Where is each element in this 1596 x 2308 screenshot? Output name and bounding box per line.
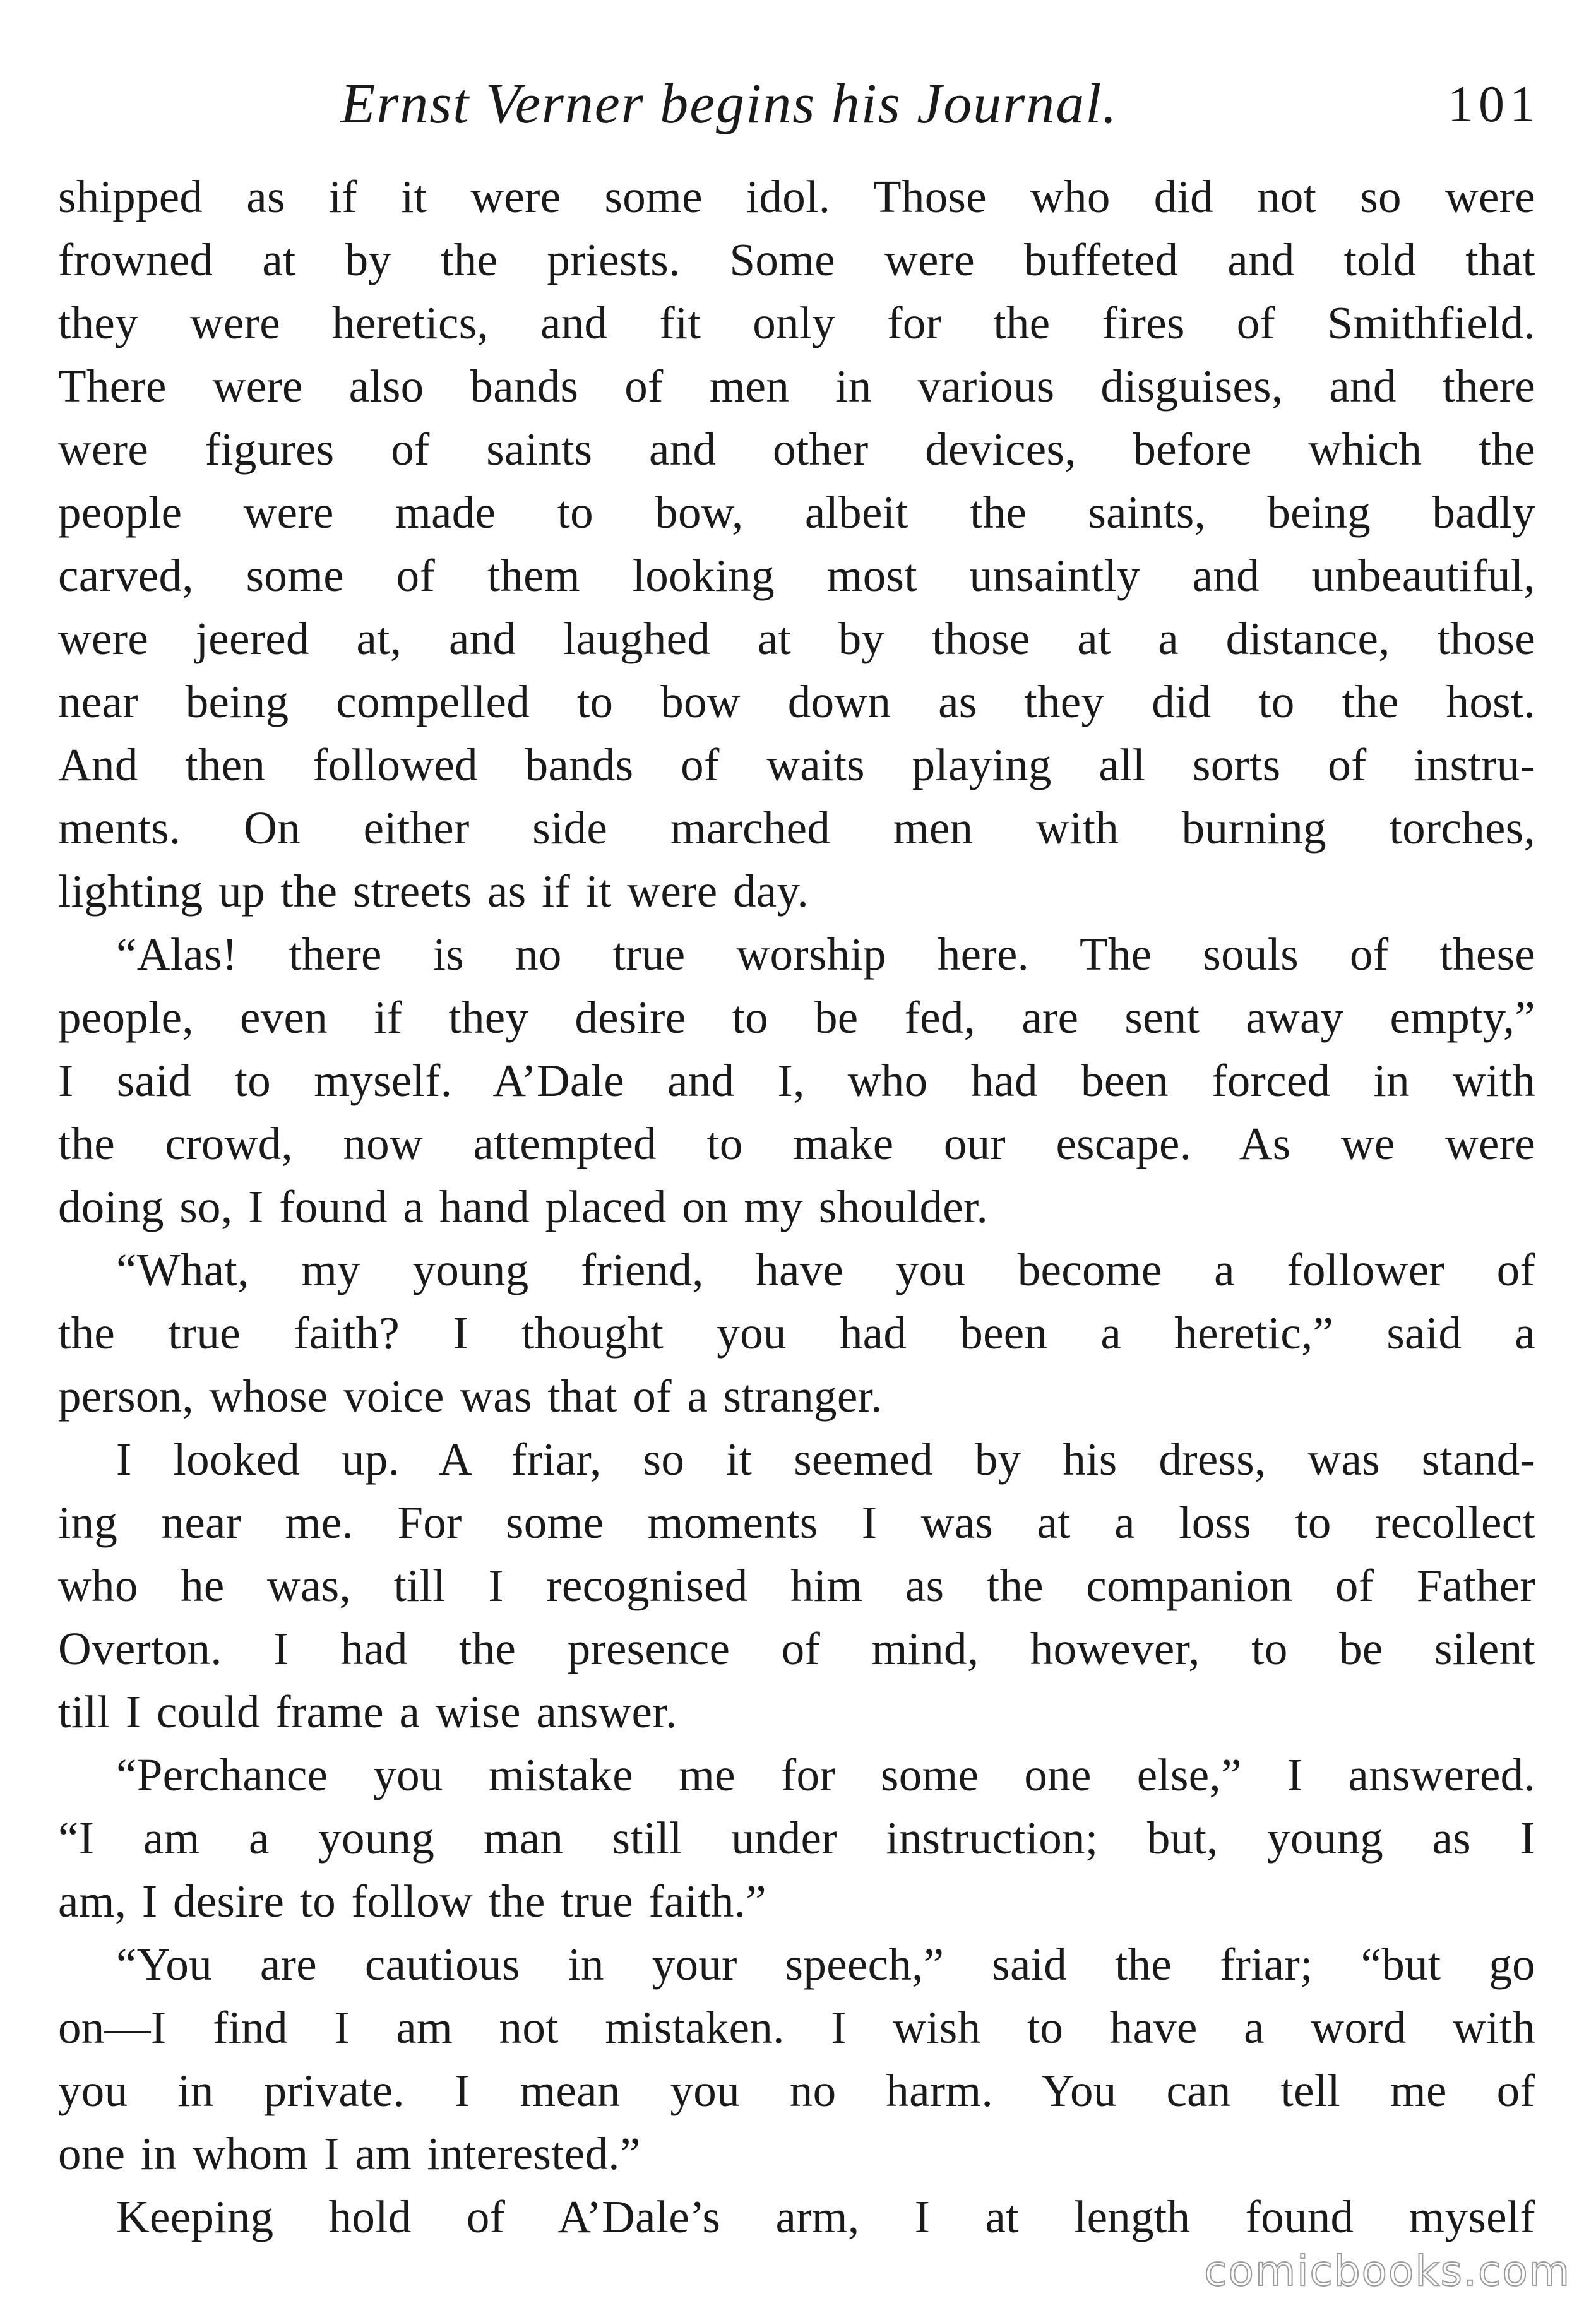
text-line: who he was, till I recognised him as the companion of Father bbox=[58, 1560, 1535, 1611]
text-line: they were heretics, and fit only for the fires of Smithfield. bbox=[58, 297, 1535, 348]
page-number: 101 bbox=[1448, 75, 1540, 133]
text-line: near being compelled to bow down as they did to the host. bbox=[58, 676, 1535, 727]
text-line: the crowd, now attempted to make our escape. As we were bbox=[58, 1118, 1535, 1169]
running-head bbox=[57, 60, 1540, 148]
text-line: frowned at by the priests. Some were buffeted and told that bbox=[58, 234, 1535, 285]
text-line: were figures of saints and other devices, before which the bbox=[58, 424, 1535, 475]
text-line: “What, my young friend, have you become a follower of bbox=[116, 1244, 1535, 1295]
text-line: And then followed bands of waits playing all sorts of instru- bbox=[58, 739, 1535, 790]
text-line: lighting up the streets as if it were day. bbox=[58, 866, 809, 917]
text-line: person, whose voice was that of a stranger. bbox=[58, 1371, 883, 1422]
text-line: people were made to bow, albeit the saints, being badly bbox=[58, 487, 1535, 538]
text-line: you in private. I mean you no harm. You can tell me of bbox=[58, 2065, 1535, 2116]
text-line: “I am a young man still under instruction; but, young as I bbox=[58, 1812, 1535, 1864]
running-title: Ernst Verner begins his Journal. bbox=[340, 73, 1118, 135]
text-line: people, even if they desire to be fed, are sent away empty,” bbox=[58, 992, 1535, 1043]
body-text bbox=[58, 165, 1535, 2249]
text-line: “Perchance you mistake me for some one else,” I answered. bbox=[116, 1749, 1535, 1800]
text-line: Keeping hold of A’Dale’s arm, I at length found myself bbox=[116, 2191, 1535, 2242]
text-line: am, I desire to follow the true faith.” bbox=[58, 1876, 766, 1927]
text-line: one in whom I am interested.” bbox=[58, 2128, 641, 2179]
text-line: shipped as if it were some idol. Those who did not so were bbox=[58, 171, 1535, 222]
text-line: on—I find I am not mistaken. I wish to have a word with bbox=[58, 2002, 1535, 2053]
text-line: till I could frame a wise answer. bbox=[58, 1686, 677, 1737]
text-line: ments. On either side marched men with burning torches, bbox=[58, 802, 1535, 854]
text-line: were jeered at, and laughed at by those at a distance, those bbox=[58, 613, 1535, 664]
watermark: comicbooks.com bbox=[1204, 2247, 1571, 2295]
text-line: Overton. I had the presence of mind, however, to be silent bbox=[58, 1623, 1535, 1674]
text-line: There were also bands of men in various disguises, and there bbox=[58, 360, 1535, 412]
text-line: I looked up. A friar, so it seemed by his dress, was stand- bbox=[116, 1434, 1535, 1485]
text-line: doing so, I found a hand placed on my shoulder. bbox=[58, 1181, 989, 1232]
text-line: the true faith? I thought you had been a heretic,” said a bbox=[58, 1307, 1535, 1359]
text-line: I said to myself. A’Dale and I, who had been forced in with bbox=[58, 1055, 1535, 1106]
text-line: carved, some of them looking most unsaintly and unbeautiful, bbox=[58, 550, 1535, 601]
text-line: “You are cautious in your speech,” said the friar; “but go bbox=[116, 1939, 1535, 1990]
text-line: “Alas! there is no true worship here. The souls of these bbox=[116, 929, 1535, 980]
text-line: ing near me. For some moments I was at a loss to recollect bbox=[58, 1497, 1535, 1548]
